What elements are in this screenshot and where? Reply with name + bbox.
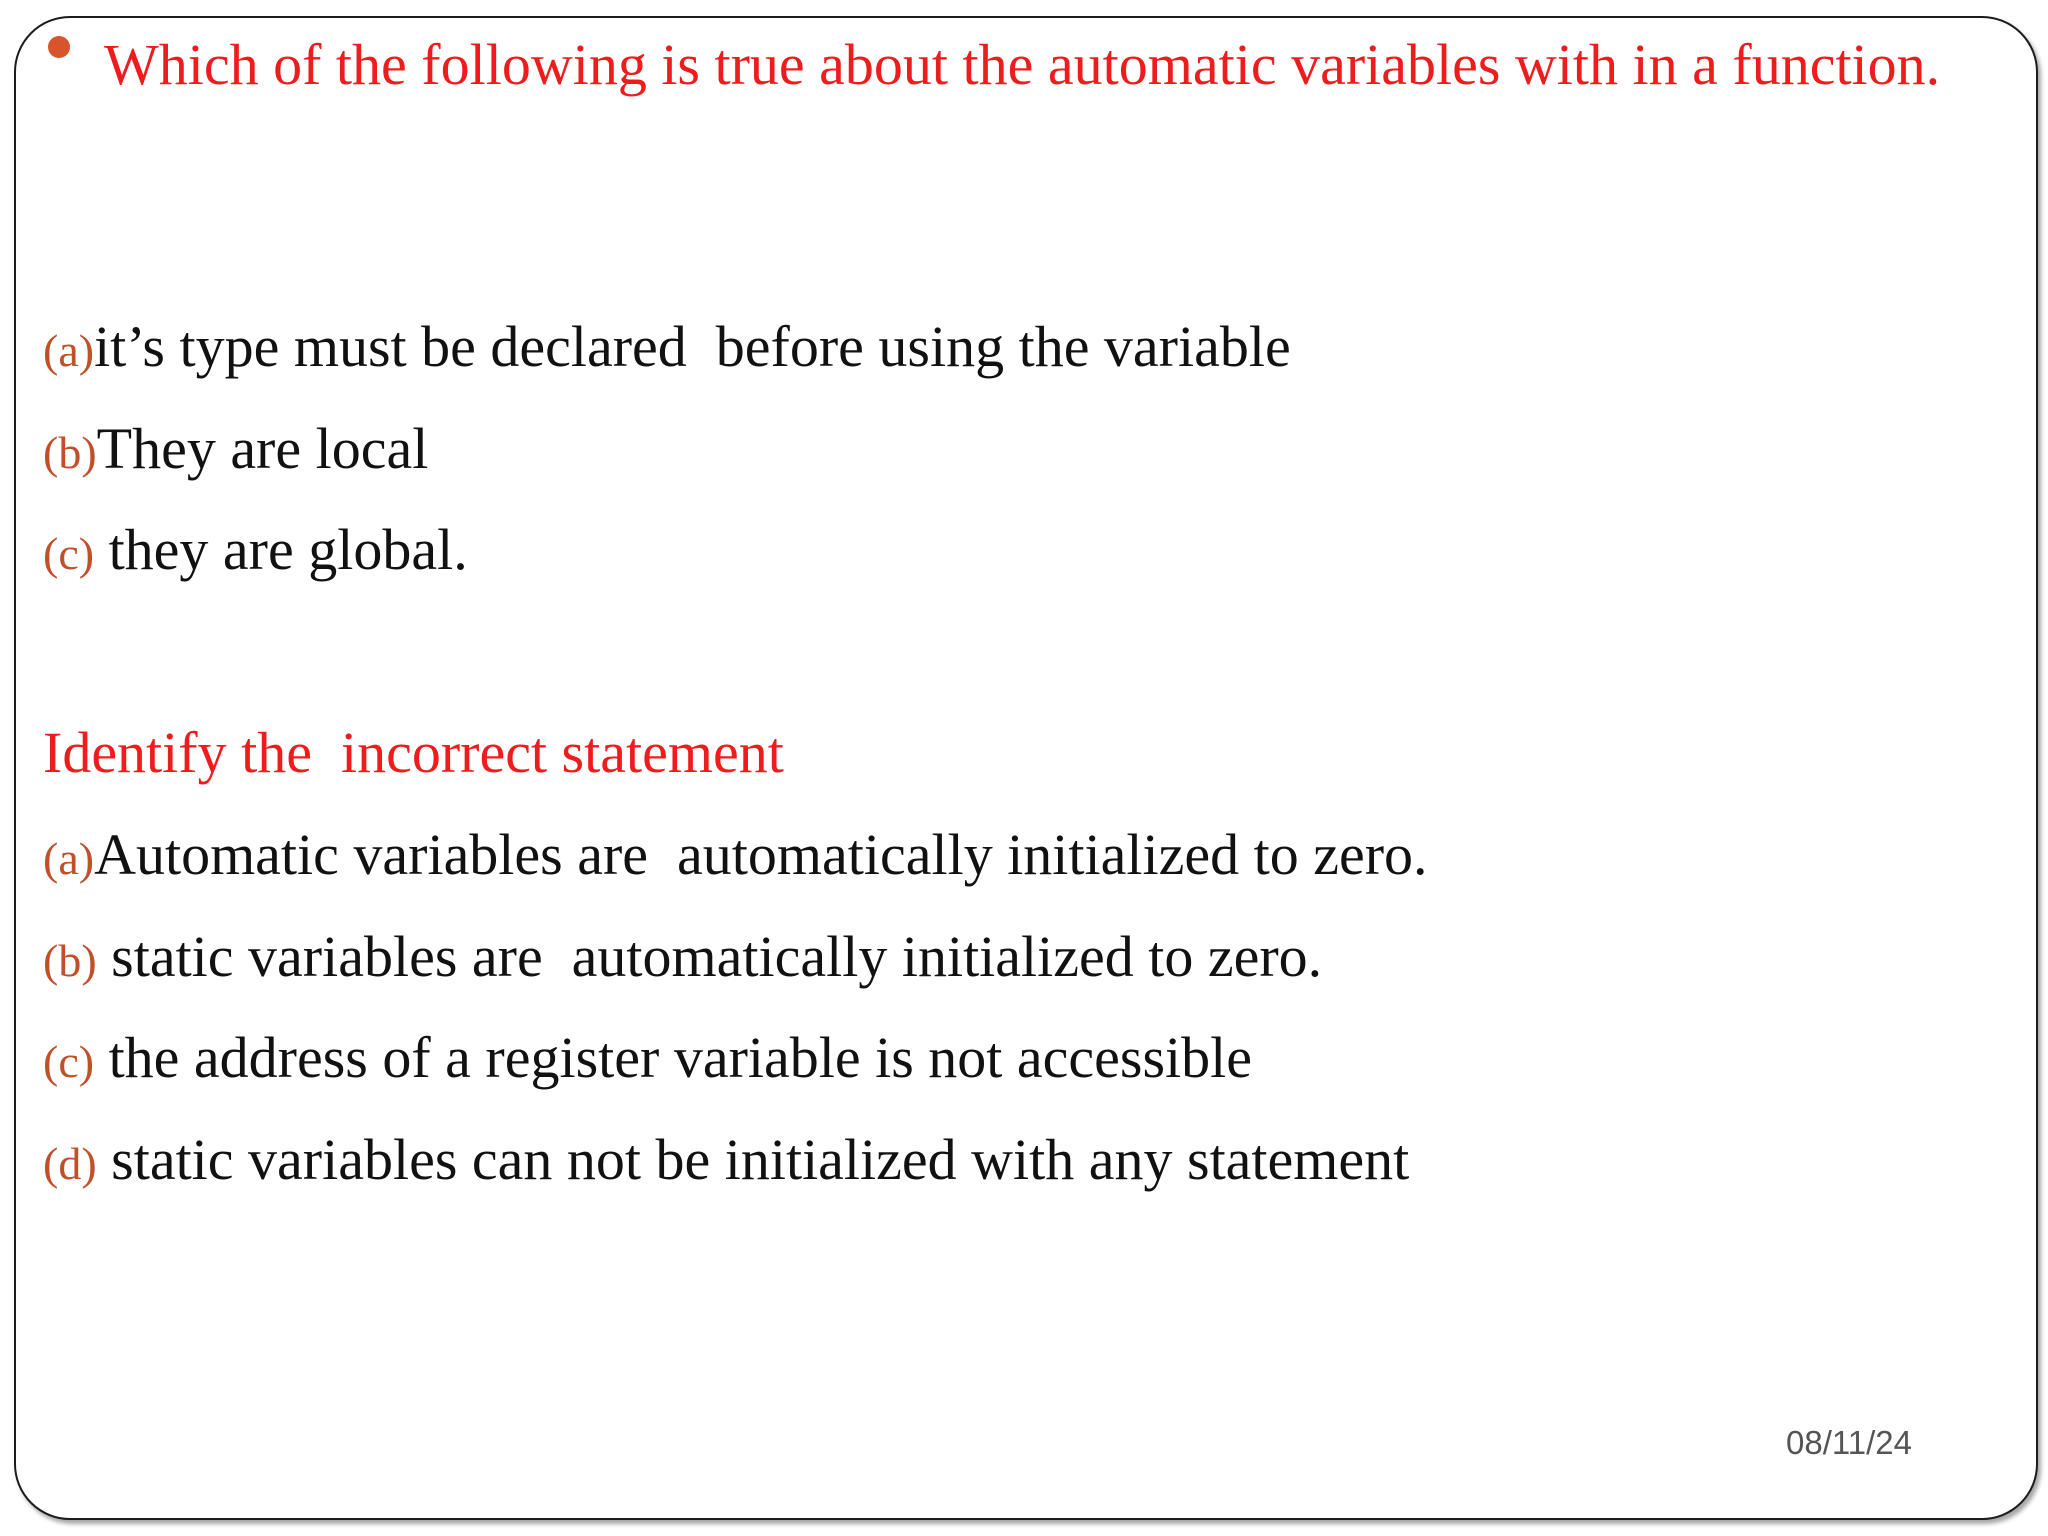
option-text: it’s type must be declared before using the variable	[94, 314, 1291, 379]
q1-option-a	[43, 312, 1291, 386]
question-1-text: Which of the following is true about the automatic variables with in a function.	[104, 32, 1941, 97]
bullet-dot-icon	[48, 36, 70, 58]
option-label: (a)	[43, 833, 95, 884]
option-text: static variables are automatically initialized to zero.	[96, 924, 1323, 989]
option-label: (c)	[43, 1036, 95, 1087]
q2-option-d	[43, 1125, 1409, 1199]
option-text: static variables can not be initialized with any statement	[96, 1127, 1410, 1192]
option-label: (a)	[43, 325, 95, 376]
q1-option-c	[43, 515, 468, 589]
q2-option-a	[43, 820, 1428, 894]
option-label: (b)	[43, 935, 97, 986]
option-label: (b)	[43, 427, 97, 478]
question-2-heading: Identify the incorrect statement	[43, 720, 784, 785]
option-text: the address of a register variable is not accessible	[94, 1025, 1252, 1090]
q2-option-b	[43, 922, 1322, 996]
option-label: (d)	[43, 1138, 97, 1189]
option-label: (c)	[43, 528, 95, 579]
option-text: They are local	[96, 416, 429, 481]
slide-date: 08/11/24	[1786, 1424, 1913, 1461]
option-text: Automatic variables are automatically initialized to zero.	[94, 822, 1428, 887]
q2-option-c	[43, 1023, 1252, 1097]
option-text: they are global.	[94, 517, 468, 582]
q1-option-b	[43, 414, 428, 488]
